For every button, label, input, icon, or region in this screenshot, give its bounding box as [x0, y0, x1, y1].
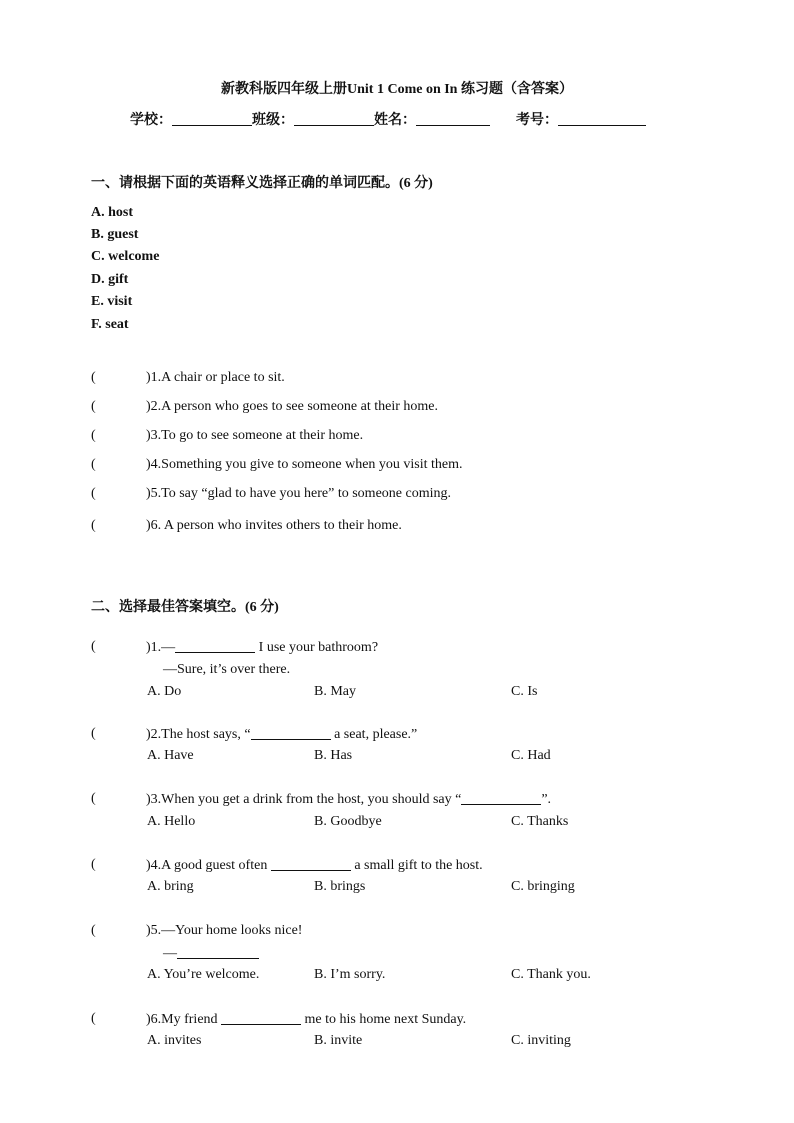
name-blank — [416, 111, 490, 126]
choice-c: C. Thanks — [511, 814, 569, 829]
fill-blank — [271, 857, 351, 871]
exam-number-label: 考号： — [516, 113, 558, 128]
choice-c: C. Had — [511, 748, 551, 763]
answer-paren: ( — [91, 428, 96, 443]
answer-paren: ( — [91, 923, 96, 938]
choice-b: B. invite — [314, 1033, 363, 1048]
choice-c: C. Is — [511, 684, 538, 699]
fill-blank — [251, 726, 331, 740]
answer-paren: ( — [91, 457, 96, 472]
choice-b: B. Goodbye — [314, 814, 382, 829]
answer-paren: ( — [91, 857, 96, 872]
matching-question-5: )5.To say “glad to have you here” to someone coming. — [146, 486, 451, 501]
mc-question-1-reply: —Sure, it’s over there. — [163, 662, 291, 677]
choice-c: C. bringing — [511, 879, 575, 894]
fill-blank — [177, 945, 259, 959]
fill-blank — [175, 639, 255, 653]
class-blank — [294, 111, 374, 126]
mc-question-1: )1.— I use your bathroom? — [146, 640, 379, 655]
section1-heading: 一、请根据下面的英语释义选择正确的单词匹配。(6 分) — [91, 176, 433, 191]
answer-paren: ( — [91, 486, 96, 501]
page-title: 新教科版四年级上册Unit 1 Come on In 练习题（含答案） — [221, 82, 573, 97]
choice-a: A. Have — [147, 748, 194, 763]
fill-blank — [221, 1011, 301, 1025]
answer-paren: ( — [91, 639, 96, 654]
exam-number-blank — [558, 111, 646, 126]
answer-paren: ( — [91, 1011, 96, 1026]
choice-b: B. I’m sorry. — [314, 967, 386, 982]
answer-paren: ( — [91, 726, 96, 741]
choice-c: C. Thank you. — [511, 967, 591, 982]
matching-question-4: )4.Something you give to someone when you visit them. — [146, 457, 463, 472]
class-label: 班级： — [252, 113, 294, 128]
name-label: 姓名： — [374, 113, 416, 128]
answer-paren: ( — [91, 399, 96, 414]
answer-paren: ( — [91, 518, 96, 533]
mc-question-5: )5.—Your home looks nice! — [146, 923, 303, 938]
option-gift: D. gift — [91, 272, 129, 287]
choice-c: C. inviting — [511, 1033, 571, 1048]
option-welcome: C. welcome — [91, 249, 160, 264]
mc-question-5-reply: — — [163, 945, 259, 962]
choice-b: B. May — [314, 684, 356, 699]
matching-question-1: )1.A chair or place to sit. — [146, 370, 285, 385]
option-guest: B. guest — [91, 227, 139, 242]
choice-b: B. brings — [314, 879, 366, 894]
option-host: A. host — [91, 205, 134, 220]
matching-question-2: )2.A person who goes to see someone at their home. — [146, 399, 438, 414]
mc-question-2: )2.The host says, “ a seat, please.” — [146, 727, 418, 742]
answer-paren: ( — [91, 370, 96, 385]
option-visit: E. visit — [91, 294, 133, 309]
option-seat: F. seat — [91, 317, 129, 332]
matching-question-3: )3.To go to see someone at their home. — [146, 428, 364, 443]
school-blank — [172, 111, 252, 126]
section2-heading: 二、选择最佳答案填空。(6 分) — [91, 600, 279, 615]
choice-a: A. Hello — [147, 814, 196, 829]
choice-b: B. Has — [314, 748, 353, 763]
choice-a: A. bring — [147, 879, 194, 894]
student-info-row — [130, 109, 646, 129]
school-label: 学校： — [130, 113, 172, 128]
mc-question-4: )4.A good guest often a small gift to the host. — [146, 858, 483, 873]
choice-a: A. You’re welcome. — [147, 967, 260, 982]
matching-question-6: )6. A person who invites others to their home. — [146, 518, 402, 533]
choice-a: A. invites — [147, 1033, 202, 1048]
mc-question-6: )6.My friend me to his home next Sunday. — [146, 1012, 467, 1027]
mc-question-3: )3.When you get a drink from the host, you should say “ ”. — [146, 792, 552, 807]
choice-a: A. Do — [147, 684, 182, 699]
answer-paren: ( — [91, 791, 96, 806]
fill-blank — [461, 791, 541, 805]
